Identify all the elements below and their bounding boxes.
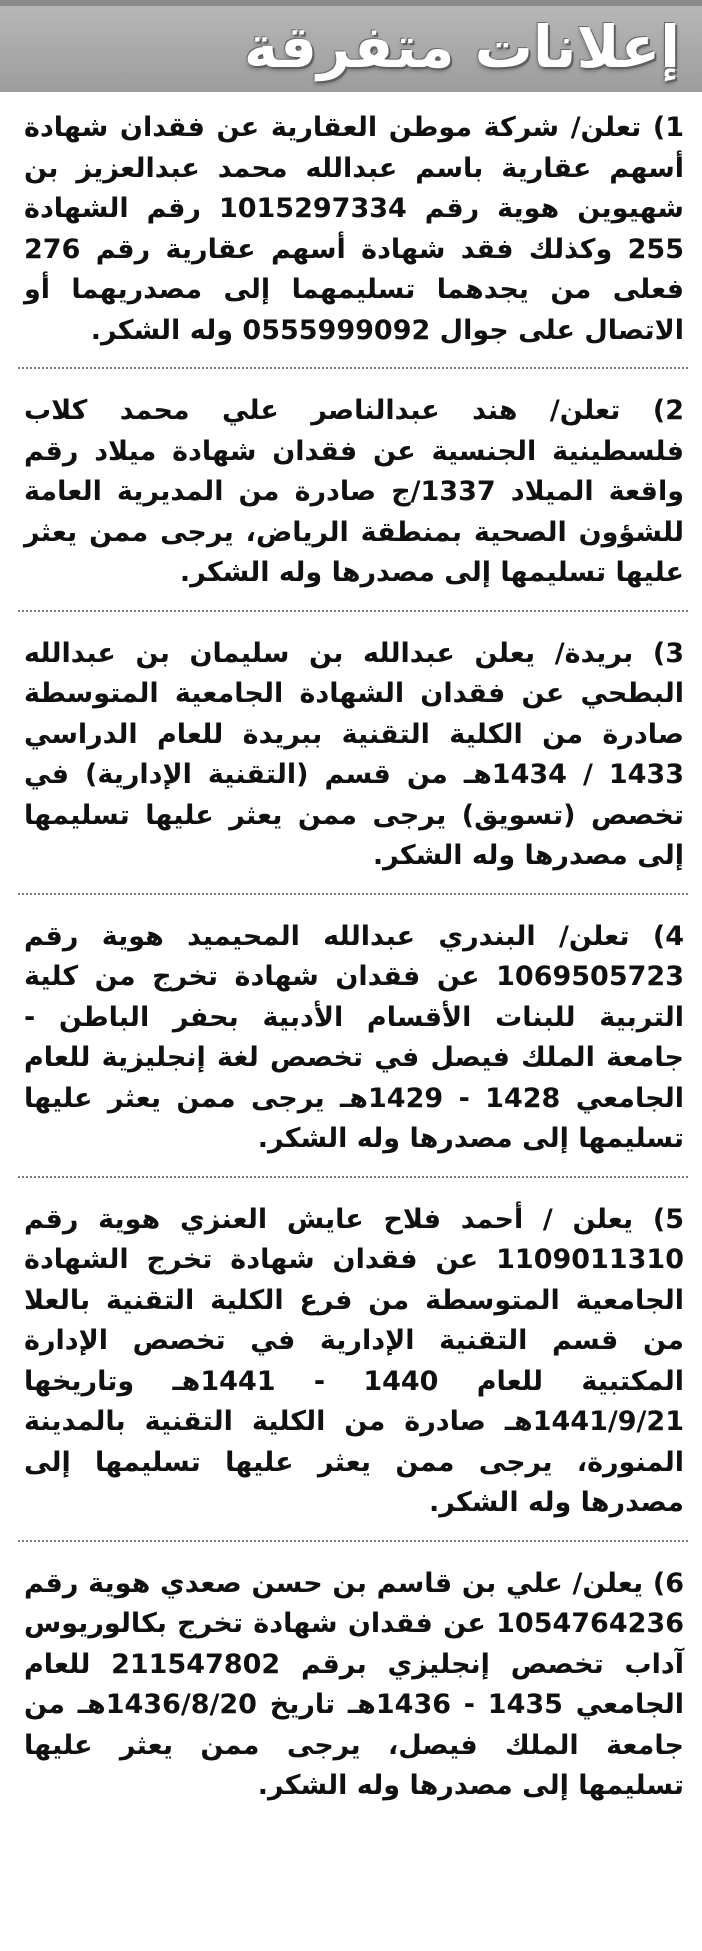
section-title: إعلانات متفرقة: [243, 13, 680, 81]
ad-body: تعلن/ البندري عبدالله المحيميد هوية رقم 1069505723 عن فقدان شهادة تخرج من كلية التربية للبنات الأقسام الأدبية بحفر الباطن - جامعة الملك فيصل في تخصص لغة إنجليزية للعام الجامعي 1428 - 1429هـ يرجى ممن يعثر عليها تسليمها إلى مصدرها وله الشكر.: [24, 920, 684, 1154]
ad-body: بريدة/ يعلن عبدالله بن سليمان بن عبدالله البطحي عن فقدان الشهادة الجامعية المتوسطة صادرة من الكلية التقنية ببريدة للعام الدراسي 1433 / 1434هـ من قسم (التقنية الإدارية) في تخصص (تسويق) يرجى ممن يعثر عليها تسليمها إلى مصدرها وله الشكر.: [24, 637, 684, 871]
header-top-rule: [0, 0, 702, 6]
ad-number: 6): [652, 1567, 684, 1599]
classified-ad: [18, 917, 688, 1178]
ad-number: 3): [652, 637, 684, 669]
ad-number: 5): [652, 1203, 684, 1235]
ad-paragraph: [24, 1564, 684, 1807]
ad-body: تعلن/ شركة موطن العقارية عن فقدان شهادة أسهم عقارية باسم عبدالله محمد عبدالعزيز بن شهيوين هوية رقم 1015297334 رقم الشهادة 255 وكذلك فقد شهادة أسهم عقارية رقم 276 فعلى من يجدهما تسليمهما إلى مصدريهما أو الاتصال على جوال 0555999092 وله الشكر.: [24, 112, 684, 346]
ad-number: 1): [652, 112, 685, 143]
ad-body: يعلن/ علي بن قاسم بن حسن صعدي هوية رقم 1054764236 عن فقدان شهادة تخرج بكالوريوس آداب تخصص إنجليزي برقم 211547802 للعام الجامعي 1435 - 1436هـ تاريخ 1436/8/20هـ من جامعة الملك فيصل، يرجى ممن يعثر عليها تسليمها إلى مصدرها وله الشكر.: [24, 1567, 684, 1801]
classified-ad: [18, 1564, 688, 1825]
ad-number: 4): [652, 920, 684, 952]
header-band: [0, 0, 702, 92]
classified-ad: [18, 108, 688, 369]
ads-list: [18, 108, 688, 1847]
classified-ad: [18, 1200, 688, 1542]
ad-paragraph: [24, 108, 684, 351]
classified-ad: [18, 634, 688, 895]
ad-paragraph: [24, 634, 684, 877]
classified-ad: [18, 391, 688, 612]
ad-paragraph: [24, 391, 684, 594]
ad-number: 2): [652, 395, 685, 426]
ad-body: تعلن/ هند عبدالناصر علي محمد كلاب فلسطينية الجنسية عن فقدان شهادة ميلاد رقم واقعة الميلاد 1337/ج صادرة من المديرية العامة للشؤون الصحية بمنطقة الرياض، يرجى ممن يعثر عليها تسليمها إلى مصدرها وله الشكر.: [24, 395, 684, 588]
ad-body: يعلن / أحمد فلاح عايش العنزي هوية رقم 1109011310 عن فقدان شهادة تخرج الشهادة الجامعية المتوسطة من فرع الكلية التقنية بالعلا من قسم التقنية الإدارية في تخصص الإدارة المكتبية للعام 1440 - 1441هـ وتاريخها 1441/9/21هـ صادرة من الكلية التقنية بالمدينة المنورة، يرجى ممن يعثر عليها تسليمها إلى مصدرها وله الشكر.: [24, 1203, 684, 1518]
ad-paragraph: [24, 917, 684, 1160]
ad-paragraph: [24, 1200, 684, 1524]
